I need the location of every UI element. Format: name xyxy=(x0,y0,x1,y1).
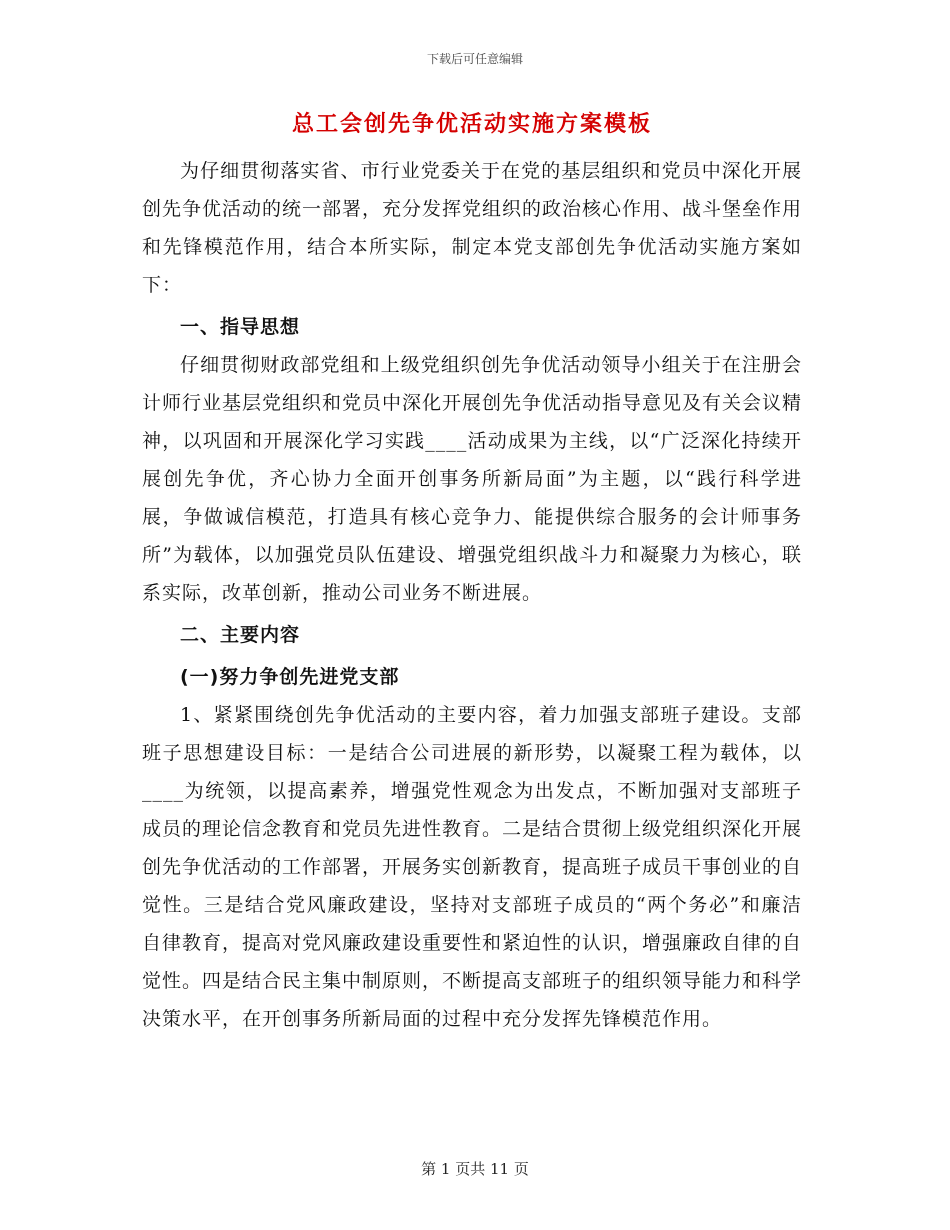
header-note: 下载后可任意编辑 xyxy=(426,52,523,66)
item-1-paragraph: 1、紧紧围绕创先争优活动的主要内容，着力加强支部班子建设。支部班子思想建设目标：一是结合公司进展的新形势，以凝聚工程为载体，以____为统领，以提高素养，增强党性观念为出发点，不断加强对支部班子成员的理论信念教育和党员先进性教育。二是结合贯彻上级党组织深化开展创先争优活动的工作部署，开展务实创新教育，提高班子成员干事创业的自觉性。三是结合党风廉政建设，坚持对支部班子成员的“两个务必”和廉洁自律教育，提高对党风廉政建设重要性和紧迫性的认识，增强廉政自律的自觉性。四是结合民主集中制原则，不断提高支部班子的组织领导能力和科学决策水平，在开创事务所新局面的过程中充分发挥先锋模范作用。 xyxy=(142,704,803,1030)
intro-paragraph: 为仔细贯彻落实省、市行业党委关于在党的基层组织和党员中深化开展创先争优活动的统一部署，充分发挥党组织的政治核心作用、战斗堡垒作用和先锋模范作用，结合本所实际，制定本党支部创先争优活动实施方案如下： xyxy=(142,160,803,296)
page-number: 第 1 页共 11 页 xyxy=(421,1160,529,1178)
document-title: 总工会创先争优活动实施方案模板 xyxy=(291,112,652,137)
document-body xyxy=(142,110,802,1038)
section-heading-main-content: 二、主要内容 xyxy=(180,624,301,646)
subsection-heading-advanced-branch: (一)努力争创先进党支部 xyxy=(180,666,400,688)
section-heading-guiding-ideology: 一、指导思想 xyxy=(180,316,301,338)
section-body-guiding-ideology: 仔细贯彻财政部党组和上级党组织创先争优活动领导小组关于在注册会计师行业基层党组织和党员中深化开展创先争优活动指导意见及有关会议精神，以巩固和开展深化学习实践____活动成果为主线，以“广泛深化持续开展创先争优，齐心协力全面开创事务所新局面”为主题，以“践行科学进展，争做诚信模范，打造具有核心竞争力、能提供综合服务的会计师事务所”为载体，以加强党员队伍建设、增强党组织战斗力和凝聚力为核心，联系实际，改革创新，推动公司业务不断进展。 xyxy=(142,354,803,604)
